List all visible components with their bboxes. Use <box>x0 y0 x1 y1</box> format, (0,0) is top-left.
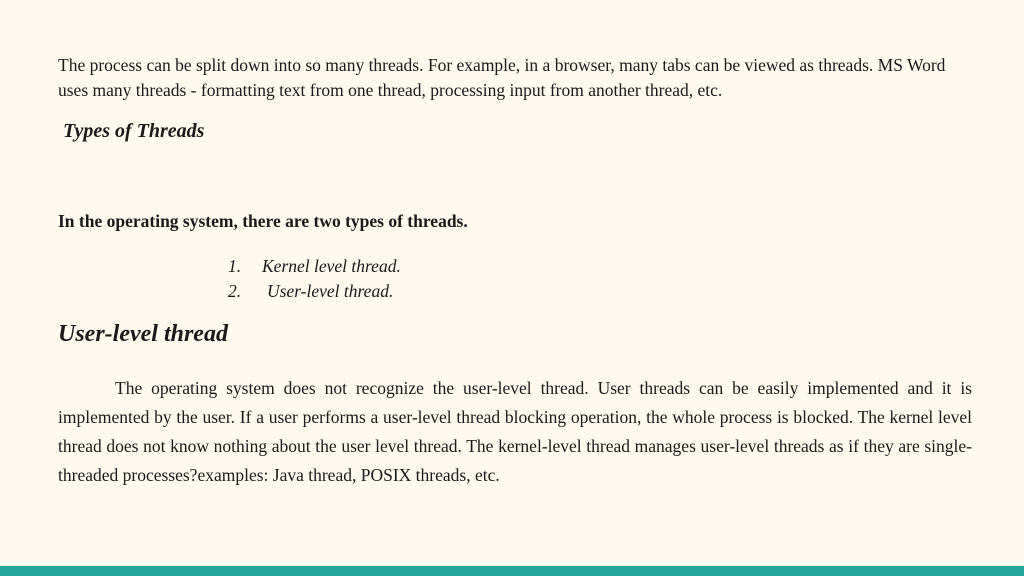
list-item-number: 1. <box>228 256 242 276</box>
list-item <box>228 254 401 279</box>
thread-types-list <box>228 254 401 304</box>
user-level-thread-heading: User-level thread <box>58 321 228 347</box>
list-item-number: 2. <box>228 281 242 301</box>
bottom-accent-bar <box>0 566 1024 576</box>
list-item-label: Kernel level thread. <box>262 256 401 276</box>
intro-paragraph: The process can be split down into so many threads. For example, in a browser, many tabs can be viewed as threads. MS Word uses many threads - formatting text from one thread, processing input from another thread, etc. <box>58 55 946 100</box>
list-item-label: User-level thread. <box>267 281 394 301</box>
os-statement: In the operating system, there are two types of threads. <box>58 211 468 231</box>
user-level-thread-body: The operating system does not recognize the user-level thread. User threads can be easily implemented and it is implemented by the user. If a user performs a user-level thread blocking operation, the whole process is blocked. The kernel level thread does not know nothing about the user level thread. The kernel-level thread manages user-level threads as if they are single-threaded processes?examples: Java thread, POSIX threads, etc. <box>58 378 972 485</box>
list-item <box>228 279 401 304</box>
types-of-threads-heading: Types of Threads <box>63 120 205 142</box>
